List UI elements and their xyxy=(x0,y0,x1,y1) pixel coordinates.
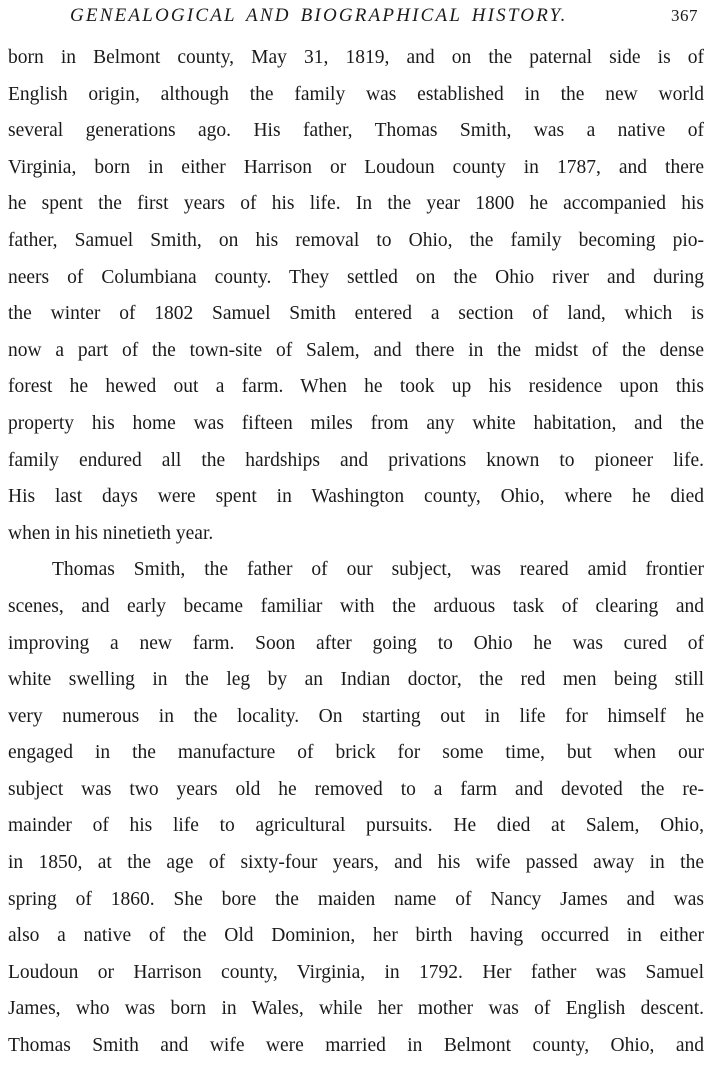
text-line: scenes, and early became familiar with the arduous task of clearing and xyxy=(8,595,704,617)
text-line: white swelling in the leg by an Indian doctor, the red men being still xyxy=(8,669,704,691)
text-line: Loudoun or Harrison county, Virginia, in 1792. Her father was Samuel xyxy=(8,961,704,983)
text-line: neers of Columbiana county. They settled on the Ohio river and during xyxy=(8,266,704,288)
text-line: mainder of his life to agricultural pursuits. He died at Salem, Ohio, xyxy=(8,815,704,837)
text-line: His last days were spent in Washington county, Ohio, where he died xyxy=(8,486,704,508)
text-line: James, who was born in Wales, while her mother was of English descent. xyxy=(8,998,704,1020)
text-line: subject was two years old he removed to a farm and devoted the re- xyxy=(8,778,704,800)
running-title: GENEALOGICAL AND BIOGRAPHICAL HISTORY. xyxy=(70,5,568,26)
text-line: English origin, although the family was established in the new world xyxy=(8,83,704,105)
text-line: forest he hewed out a farm. When he took up his residence upon this xyxy=(8,376,704,398)
page-number: 367 xyxy=(671,6,698,25)
text-line: family endured all the hardships and privations known to pioneer life. xyxy=(8,449,704,471)
text-line: the winter of 1802 Samuel Smith entered a section of land, which is xyxy=(8,303,704,325)
paragraph-1 xyxy=(8,40,704,552)
text-line: when in his ninetieth year. xyxy=(8,522,214,544)
text-line: in 1850, at the age of sixty-four years, and his wife passed away in the xyxy=(8,852,704,874)
text-line: now a part of the town-site of Salem, and there in the midst of the dense xyxy=(8,339,704,361)
text-line: spring of 1860. She bore the maiden name of Nancy James and was xyxy=(8,888,704,910)
text-line: several generations ago. His father, Thomas Smith, was a native of xyxy=(8,120,704,142)
text-line: father, Samuel Smith, on his removal to Ohio, the family becoming pio- xyxy=(8,229,704,251)
text-line: engaged in the manufacture of brick for some time, but when our xyxy=(8,742,704,764)
text-line: he spent the first years of his life. In the year 1800 he accompanied his xyxy=(8,193,704,215)
text-line: Thomas Smith, the father of our subject, was reared amid frontier xyxy=(52,559,704,581)
text-line: also a native of the Old Dominion, her birth having occurred in either xyxy=(8,925,704,947)
text-line: improving a new farm. Soon after going to Ohio he was cured of xyxy=(8,632,704,654)
running-head xyxy=(8,0,704,40)
text-line: very numerous in the locality. On starting out in life for himself he xyxy=(8,705,704,727)
text-line: Thomas Smith and wife were married in Belmont county, Ohio, and xyxy=(8,1035,704,1057)
text-line: born in Belmont county, May 31, 1819, and on the paternal side is of xyxy=(8,47,704,68)
text-line: Virginia, born in either Harrison or Loudoun county in 1787, and there xyxy=(8,156,704,178)
paragraph-2 xyxy=(8,552,704,1064)
text-line: property his home was fifteen miles from any white habitation, and the xyxy=(8,412,704,434)
